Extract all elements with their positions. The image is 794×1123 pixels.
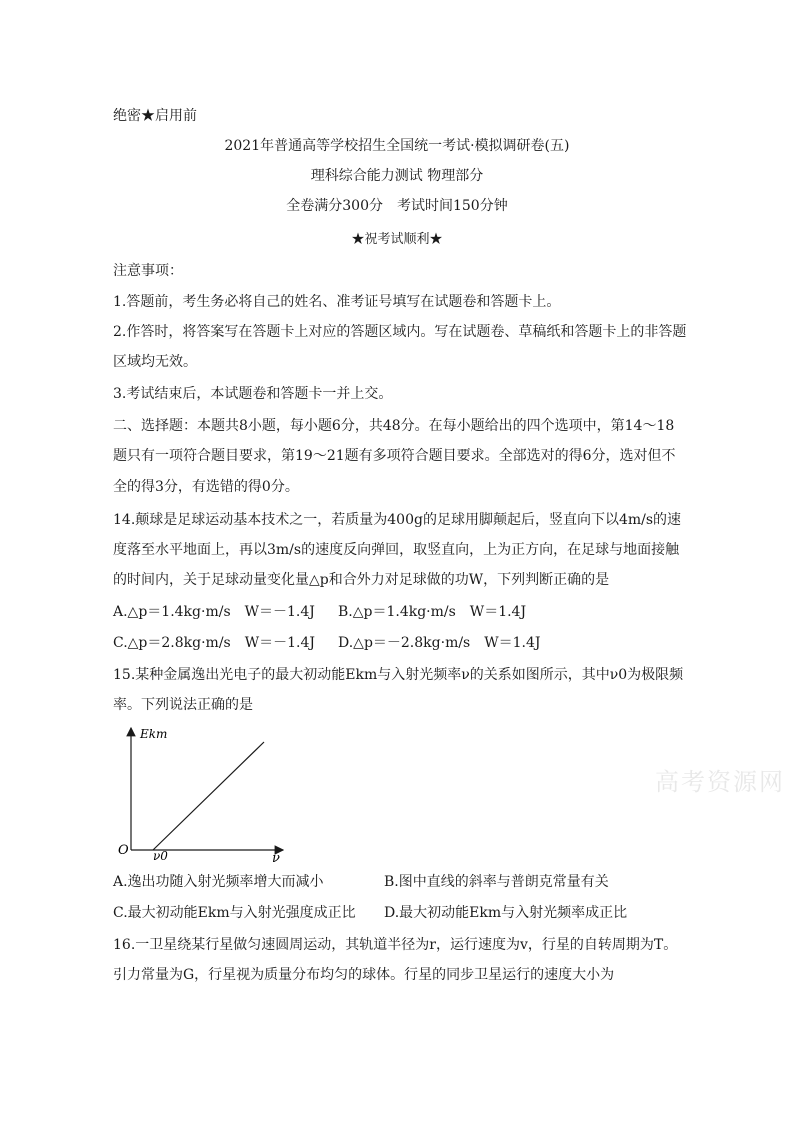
q15-option-d: D.最大初动能Ekm与入射光频率成正比 [384,905,628,921]
q15-stem: 15.某种金属逸出光电子的最大初动能Ekm与入射光频率ν的关系如图所示，其中ν0为极限频 [113,667,684,683]
y-axis-label: Ekm [140,727,168,741]
x-axis-label: ν [272,851,280,866]
origin-label: O [118,843,129,858]
q15-option-b: B.图中直线的斜率与普朗克常量有关 [384,874,609,890]
threshold-frequency-label: ν0 [153,849,168,863]
secret-label: 绝密★启用前 [113,108,197,124]
section-instruction: 题只有一项符合题目要求，第19～21题有多项符合题目要求。全部选对的得6分，选对但不 [113,448,676,464]
score-time: 全卷满分300分 考试时间150分钟 [286,198,508,214]
q14-option-a: A.△p＝1.4kg·m/s W＝－1.4J [113,604,315,620]
q16-stem: 16.一卫星绕某行星做匀速圆周运动，其轨道半径为r，运行速度为v，行星的自转周期为T。 [113,937,678,953]
q16-stem: 引力常量为G，行星视为质量分布均匀的球体。行星的同步卫星运行的速度大小为 [113,967,615,983]
q15-option-a: A.逸出功随入射光频率增大而减小 [113,874,324,890]
q14-stem: 的时间内，关于足球动量变化量△p和合外力对足球做的功W，下列判断正确的是 [113,572,610,588]
note-item: 3.考试结束后，本试题卷和答题卡一并上交。 [113,386,393,402]
ekm-frequency-graph [110,722,290,867]
q14-option-b: B.△p＝1.4kg·m/s W＝1.4J [338,604,527,620]
q14-stem: 14.颠球是足球运动基本技术之一，若质量为400g的足球用脚颠起后，竖直向下以4m/s的速 [113,512,682,528]
ekm-line [153,742,264,850]
q14-stem: 度落至水平地面上，再以3m/s的速度反向弹回，取竖直向，上为正方向，在足球与地面接触 [113,542,680,558]
subject-title: 理科综合能力测试 物理部分 [310,168,484,184]
note-item: 2.作答时，将答案写在答题卡上对应的答题区域内。写在试题卷、草稿纸和答题卡上的非答题 [113,324,687,340]
note-item: 1.答题前，考生务必将自己的姓名、准考证号填写在试题卷和答题卡上。 [113,294,561,310]
blessing: ★祝考试顺利★ [351,232,443,247]
section-instruction: 二、选择题：本题共8小题，每小题6分，共48分。在每小题给出的四个选项中，第14～18 [113,418,675,434]
note-item: 区域均无效。 [113,354,197,370]
notes-heading: 注意事项： [113,263,183,279]
q14-option-c: C.△p＝2.8kg·m/s W＝－1.4J [113,635,315,651]
q15-stem: 率。下列说法正确的是 [113,697,253,713]
q15-option-c: C.最大初动能Ekm与入射光强度成正比 [113,905,356,921]
exam-title: 2021年普通高等学校招生全国统一考试·模拟调研卷(五) [224,138,570,154]
section-instruction: 全的得3分，有选错的得0分。 [113,479,299,495]
watermark: 高考资源网 [655,768,785,796]
q14-option-d: D.△p＝－2.8kg·m/s W＝1.4J [338,635,541,651]
